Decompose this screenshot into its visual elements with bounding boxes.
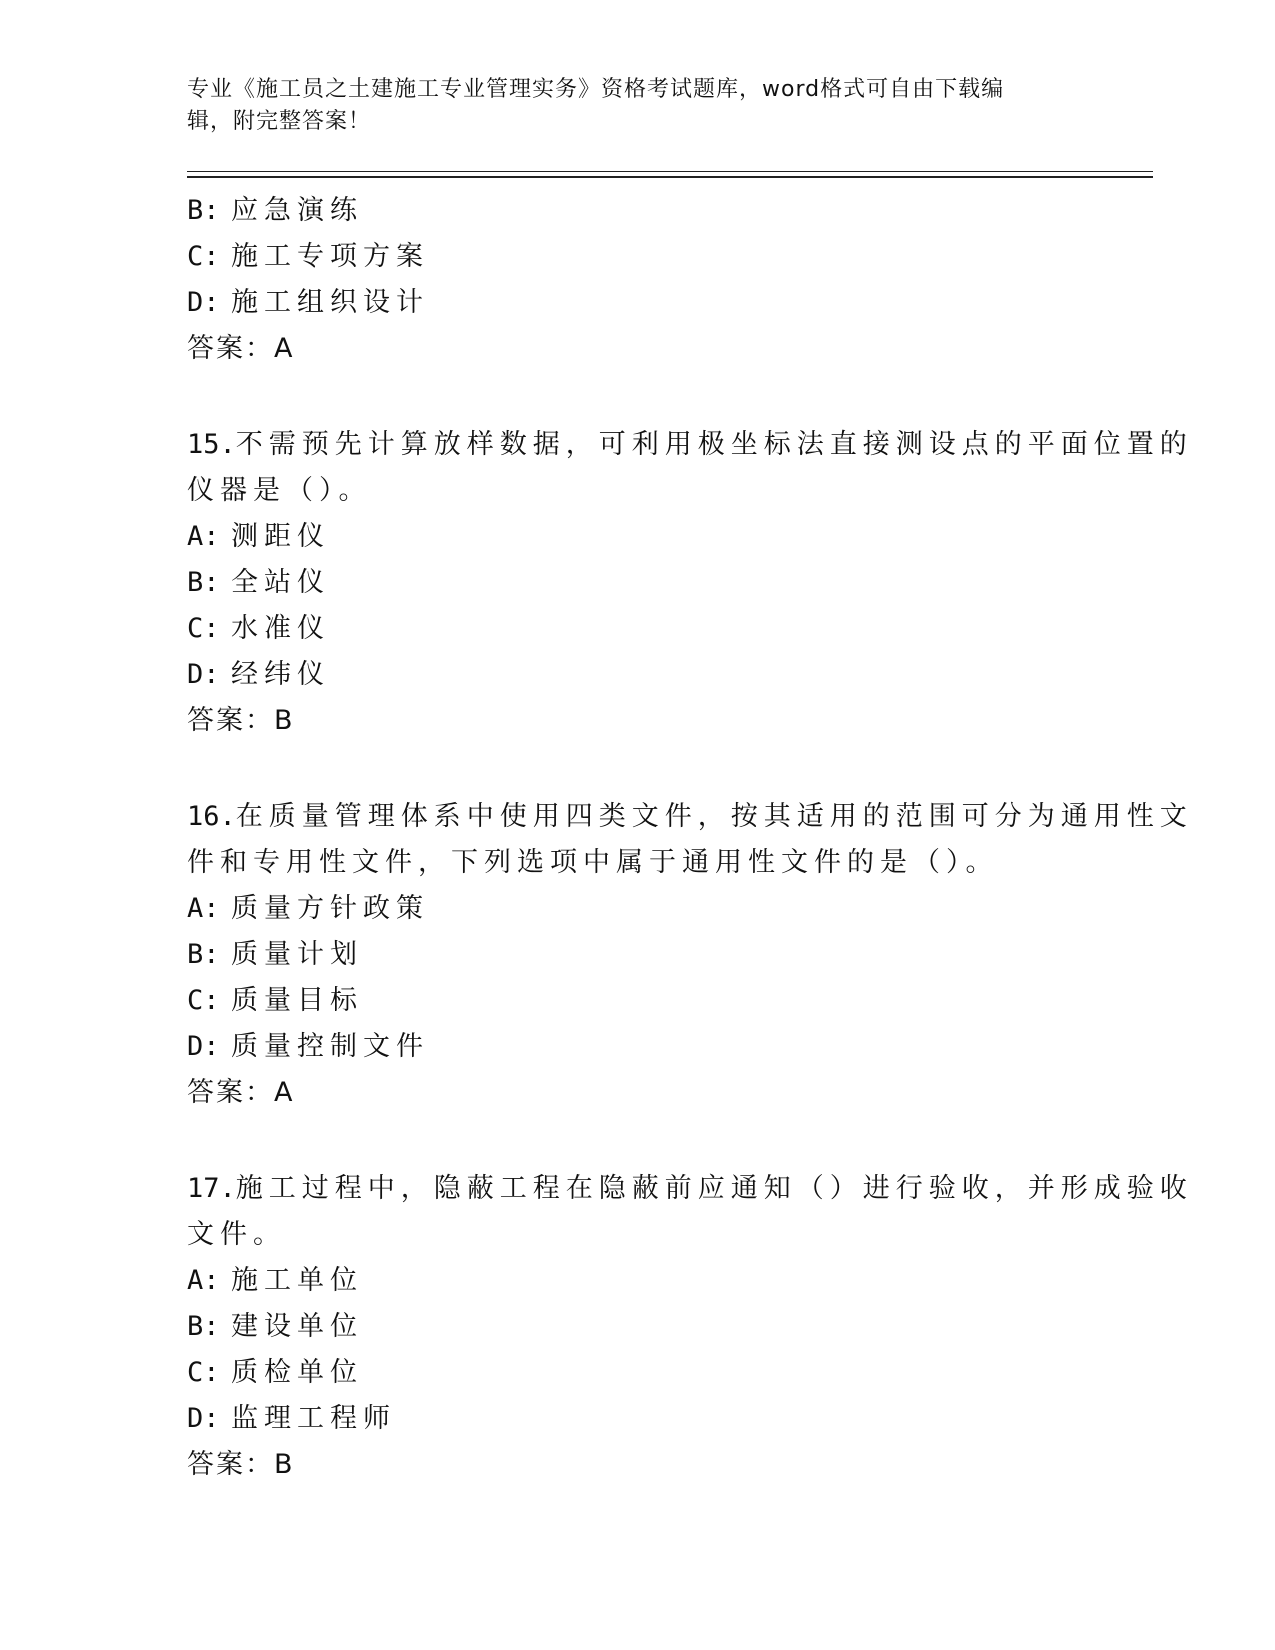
question-stem-line-1: 17.施工过程中，隐蔽工程在隐蔽前应通知（）进行验收，并形成验收 [187, 1173, 1193, 1204]
option-c: C: 质量目标 [187, 985, 363, 1016]
answer-line: 答案：A [187, 333, 295, 364]
option-b: B: 全站仪 [187, 567, 330, 598]
question-block-17 [187, 1166, 1193, 1488]
answer-line: 答案：B [187, 705, 295, 736]
question-block-prev [187, 188, 1087, 372]
option-d: D: 质量控制文件 [187, 1031, 429, 1062]
option-a: A: 施工单位 [187, 1265, 363, 1296]
question-number: 16. [187, 801, 236, 832]
question-list [187, 188, 1193, 1488]
option-b: B: 建设单位 [187, 1311, 363, 1342]
question-block-15 [187, 422, 1193, 744]
option-a: A: 测距仪 [187, 521, 330, 552]
header-line-1: 专业《施工员之土建施工专业管理实务》资格考试题库，word格式可自由下载编 [187, 77, 1005, 102]
header-divider-thick [187, 176, 1153, 178]
question-number: 15. [187, 429, 236, 460]
question-stem-line-2: 文件。 [187, 1219, 286, 1250]
option-d: D: 经纬仪 [187, 659, 330, 690]
option-d: D: 监理工程师 [187, 1403, 396, 1434]
option-b: B: 应急演练 [187, 195, 363, 226]
header-line-2: 辑，附完整答案！ [187, 109, 372, 134]
answer-line: 答案：A [187, 1077, 295, 1108]
answer-line: 答案：B [187, 1449, 295, 1480]
question-number: 17. [187, 1173, 236, 1204]
question-stem-line-1: 16.在质量管理体系中使用四类文件，按其适用的范围可分为通用性文 [187, 801, 1193, 832]
question-block-16 [187, 794, 1193, 1116]
option-b: B: 质量计划 [187, 939, 363, 970]
question-stem-line-1: 15.不需预先计算放样数据，可利用极坐标法直接测设点的平面位置的 [187, 429, 1193, 460]
document-header [187, 74, 1067, 138]
question-stem-line-2: 件和专用性文件，下列选项中属于通用性文件的是（）。 [187, 847, 999, 878]
option-c: C: 施工专项方案 [187, 241, 429, 272]
header-divider-thin [187, 171, 1153, 172]
question-stem-line-2: 仪器是（）。 [187, 475, 372, 506]
option-c: C: 水准仪 [187, 613, 330, 644]
option-a: A: 质量方针政策 [187, 893, 429, 924]
option-c: C: 质检单位 [187, 1357, 363, 1388]
option-d: D: 施工组织设计 [187, 287, 429, 318]
